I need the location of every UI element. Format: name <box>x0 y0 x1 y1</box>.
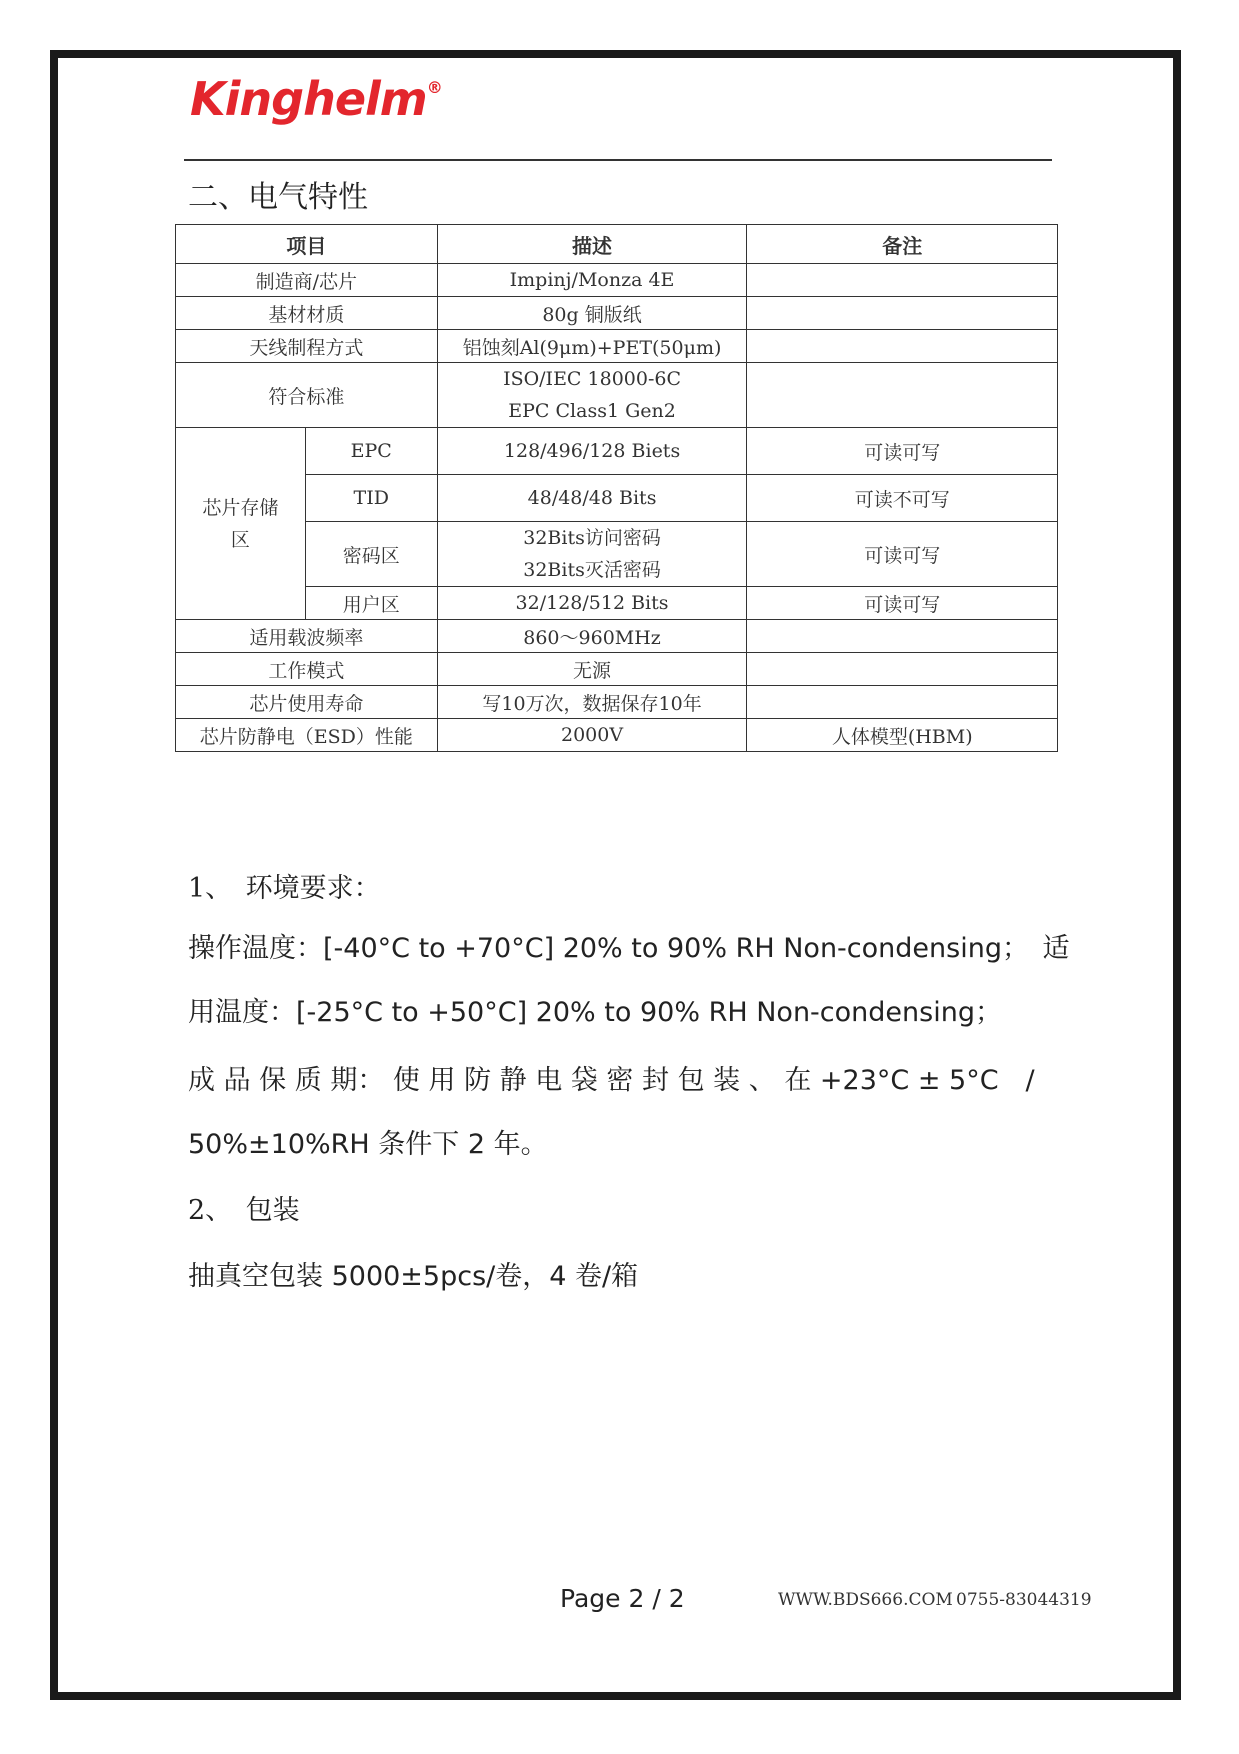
env-line-storage-temp: 用温度：[-25°C to +50°C] 20% to 90% RH Non-condensing； <box>188 997 1002 1028</box>
header-item: 项目 <box>176 225 438 264</box>
cell-desc: 80g 铜版纸 <box>437 297 747 330</box>
table-row <box>176 297 1058 330</box>
footer-phone: 0755-83044319 <box>956 1590 1092 1610</box>
cell-desc: 860～960MHz <box>437 620 747 653</box>
cell-note <box>747 686 1058 719</box>
table-row <box>176 587 1058 620</box>
table-row <box>176 264 1058 297</box>
cell-item: 芯片防静电（ESD）性能 <box>176 719 438 752</box>
env-line-shelf-life: 成 品 保 质 期： 使 用 防 静 电 袋 密 封 包 装 、 在 +23°C ± 5°C / <box>188 1065 1035 1096</box>
cell-sub-item: EPC <box>305 428 437 475</box>
cell-note: 可读可写 <box>747 522 1058 587</box>
page-number: Page 2 / 2 <box>560 1584 685 1613</box>
cell-note <box>747 297 1058 330</box>
cell-item: 工作模式 <box>176 653 438 686</box>
cell-desc: 48/48/48 Bits <box>437 475 747 522</box>
cell-item: 芯片使用寿命 <box>176 686 438 719</box>
cell-note: 可读可写 <box>747 428 1058 475</box>
cell-note: 可读可写 <box>747 587 1058 620</box>
desc-line: 32Bits灭活密码 <box>523 559 661 581</box>
kinghelm-logo: Kinghelm® <box>190 72 442 126</box>
table-row <box>176 330 1058 363</box>
cell-desc: 32/128/512 Bits <box>437 587 747 620</box>
table-row <box>176 522 1058 587</box>
cell-item: 符合标准 <box>176 363 438 428</box>
cell-desc: 写10万次，数据保存10年 <box>437 686 747 719</box>
electrical-spec-table <box>175 224 1058 752</box>
cell-sub-item: TID <box>305 475 437 522</box>
packaging-text: 抽真空包装 5000±5pcs/卷，4 卷/箱 <box>188 1261 639 1292</box>
table-row <box>176 653 1058 686</box>
table-row <box>176 428 1058 475</box>
packaging-heading: 2、 包装 <box>188 1195 300 1226</box>
table-row <box>176 475 1058 522</box>
cell-note <box>747 363 1058 428</box>
cell-note <box>747 330 1058 363</box>
cell-sub-item: 用户区 <box>305 587 437 620</box>
env-heading: 1、 环境要求： <box>188 873 381 904</box>
cell-item: 天线制程方式 <box>176 330 438 363</box>
footer-website: WWW.BDS666.COM <box>778 1590 953 1610</box>
cell-note <box>747 264 1058 297</box>
header-note: 备注 <box>747 225 1058 264</box>
cell-note <box>747 653 1058 686</box>
table-row <box>176 719 1058 752</box>
cell-memory-group: 芯片存储区 <box>176 428 306 620</box>
header-divider <box>184 159 1052 161</box>
env-line-operating-temp: 操作温度：[-40°C to +70°C] 20% to 90% RH Non-condensing； 适 <box>188 933 1070 964</box>
cell-desc: 铝蚀刻Al(9μm)+PET(50μm) <box>437 330 747 363</box>
desc-line: EPC Class1 Gen2 <box>508 400 676 422</box>
desc-line: 32Bits访问密码 <box>523 527 661 549</box>
cell-item: 适用载波频率 <box>176 620 438 653</box>
cell-note: 可读不可写 <box>747 475 1058 522</box>
desc-line: ISO/IEC 18000-6C <box>503 368 682 390</box>
table-row <box>176 620 1058 653</box>
table-row <box>176 686 1058 719</box>
cell-desc: Impinj/Monza 4E <box>437 264 747 297</box>
cell-desc: 128/496/128 Biets <box>437 428 747 475</box>
cell-sub-item: 密码区 <box>305 522 437 587</box>
header-description: 描述 <box>437 225 747 264</box>
table-row <box>176 363 1058 428</box>
cell-desc: 2000V <box>437 719 747 752</box>
cell-item: 基材材质 <box>176 297 438 330</box>
table-header-row <box>176 225 1058 264</box>
cell-desc: 无源 <box>437 653 747 686</box>
cell-note <box>747 620 1058 653</box>
cell-desc <box>437 522 747 587</box>
section-title: 二、电气特性 <box>188 180 368 215</box>
cell-note: 人体模型(HBM) <box>747 719 1058 752</box>
cell-item: 制造商/芯片 <box>176 264 438 297</box>
cell-desc <box>437 363 747 428</box>
env-line-shelf-life-cont: 50%±10%RH 条件下 2 年。 <box>188 1129 548 1160</box>
